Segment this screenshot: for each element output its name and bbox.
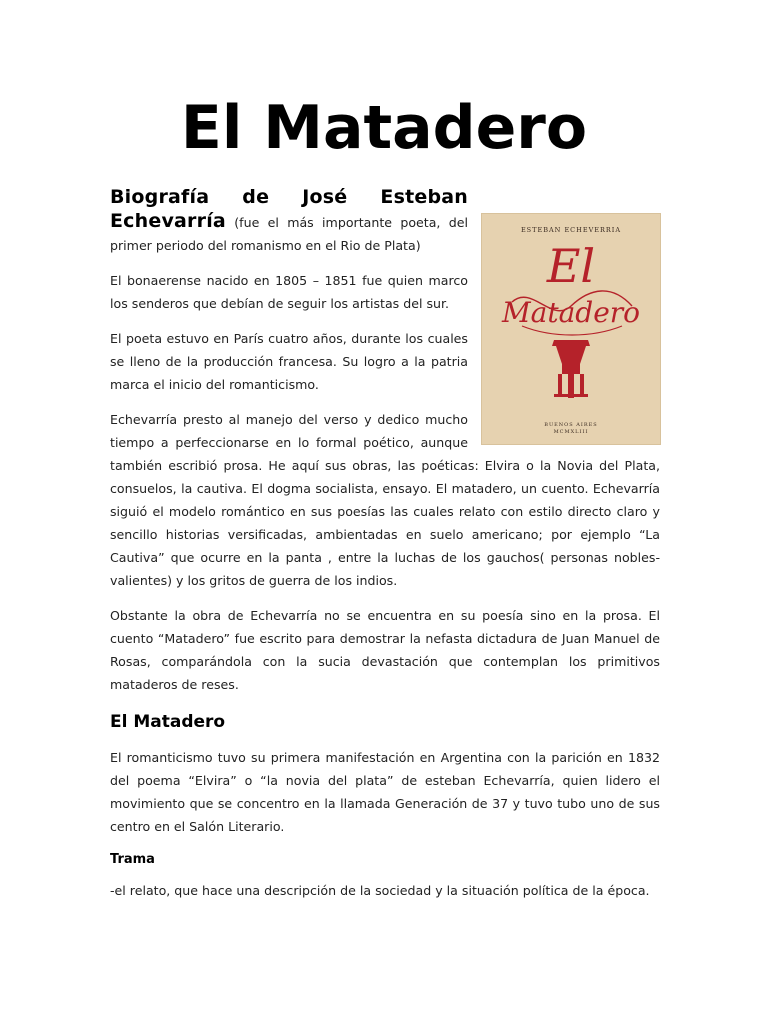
- bio-heading: Biografía de José Esteban Echevarría: [110, 186, 468, 232]
- paragraph-trama: -el relato, que hace una descripción de la sociedad y la situación política de la época.: [110, 883, 650, 898]
- page-title: El Matadero: [180, 93, 588, 163]
- book-cover-illustration: [482, 214, 660, 444]
- paragraph-paris: El poeta estuvo en París cuatro años, durante los cuales se lleno de la producción francesa. Su logro a la patria marca el inicio del romanticismo.: [110, 331, 468, 392]
- bio-note: (fue el más importante poeta, del primer periodo del romanismo en el Rio de Plata): [110, 215, 468, 253]
- paragraph-birth: El bonaerense nacido en 1805 – 1851 fue quien marco los senderos que debían de seguir los artistas del sur.: [110, 273, 468, 311]
- cover-author: ESTEBAN ECHEVERRIA: [520, 226, 622, 234]
- cover-publisher-city: BUENOS AIRES: [544, 422, 598, 428]
- paragraph-works: Echevarría presto al manejo del verso y dedico mucho tiempo a perfeccionarse en lo formal poético, aunque también escribió prosa. He aquí sus obras, las poéticas: Elvira o la Novia del Plata, consuelos, la cautiva. El dogma socialista, ensayo. El matadero, un cuento. Echevarría siguió el modelo romántico en sus poesías las cuales relato con estilo directo claro y sencillo historias versificadas, ambientadas en suelo americano; por ejemplo “La Cautiva” que ocurre en la panta , entre la luchas de los gauchos( personas nobles- valientes) y los gritos de guerra de los indios.: [110, 412, 660, 588]
- paragraph-romanticism: El romanticismo tuvo su primera manifestación en Argentina con la parición en 1832 del poema “Elvira” o “la novia del plata” de esteban Echevarría, quien lidero el movimiento que se concentro en la llamada Generación de 37 y tuvo tubo uno de sus centro en el Salón Literario.: [110, 750, 660, 834]
- cover-title-line1: El: [546, 239, 596, 293]
- trama-heading: Trama: [110, 852, 155, 867]
- section-heading: El Matadero: [110, 712, 226, 732]
- cover-title-line2: Matadero: [501, 296, 641, 329]
- paragraph-prose: Obstante la obra de Echevarría no se encuentra en su poesía sino en la prosa. El cuento “Matadero” fue escrito para demostrar la nefasta dictadura de Juan Manuel de Rosas, comparándola con la sucia devastación que contemplan los primitivos mataderos de reses.: [110, 608, 660, 692]
- cover-publisher-year: MCMXLIII: [553, 429, 589, 435]
- book-cover-image: [482, 214, 660, 444]
- document-body: [110, 186, 660, 902]
